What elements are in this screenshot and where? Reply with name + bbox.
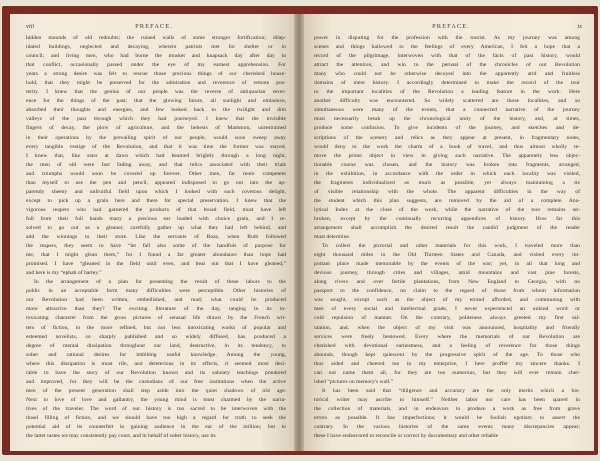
text-line: tinsel filling of fiction, and we should have too high a regard for truth to seek the (26, 414, 286, 421)
text-line: produce some confusion. To give incidents of the journey, and sketches and de- (314, 125, 580, 132)
text-line: ished “pictures on memory's wall.” (314, 378, 394, 385)
left-page (10, 14, 294, 451)
text-line: parently sheeny and unfruitful field upon which I looked with such covetous delight, (26, 188, 286, 195)
text-line: many who could not be otherwise decoyed into the apparently arid and fruitless (314, 71, 580, 78)
text-line: thus aided and cheered me in my enterprise, I here proffer my sincere thanks. I (314, 360, 580, 367)
text-line: To collect the pictorial and other materials for this work, I traveled more than (322, 243, 580, 250)
text-line: our Revolution had been written, embellished, and read; what could be produced (26, 297, 286, 304)
left-running-title: PREFACE. (135, 23, 173, 30)
text-line: services were freely bestowed. Every where the memorials of our Revolution are (314, 333, 580, 340)
text-line: devious journey, through cities and villages, amid mountains and vast pine forests, (314, 270, 580, 277)
text-line: Next to love of love and gallantry, the young mind is most charmed by the narra- (26, 396, 286, 403)
text-line: must determine. (314, 234, 351, 241)
text-line: the student which this plan suggests, are removed by the aid of a complete Ana- (314, 197, 580, 204)
text-line: lytical Index at the close of the work, while the narrative of the tour remains un- (314, 206, 580, 213)
text-line: add the winnings to their store. Like the servants of Boaz, when Ruth followed (26, 234, 286, 241)
left-running-head (26, 23, 282, 33)
text-line: cherished with devotional earnestness, and a feeling of reverence for those things (314, 342, 580, 349)
text-line: public in an acceptable form many difficulties were perceptible. Other histories of (26, 288, 286, 295)
text-line: portant place made memorable by the events of the war; yet, in all that long and (314, 261, 580, 268)
text-line: arrangement shall accomplish the desired result the candid judgment of the reader (314, 224, 580, 231)
text-line: these I have endeavored to reconcile or correct by documentary and other reliable (314, 433, 499, 440)
text-line: solved to go out as a gleaner, carefully gather up what they had left behind, and (26, 224, 286, 231)
text-line: terity. I knew that the genius of our people was the reverse of antiquarian rever- (26, 89, 286, 96)
text-line: cold repulsion of manner. On the contrary, politeness always greeted my first sal- (314, 315, 580, 322)
text-line: than myself to use the pen and pencil, appeared indisposed to go out into the ap- (26, 179, 286, 186)
text-line: the collection of materials, and in endeavors to produce a work as free from grave (314, 405, 580, 412)
text-line: ence for the things of the past; that the glowing future, all sunlight and eminence, (26, 98, 286, 105)
text-line: I knew that, like stars at dawn which had beamed brightly through a long night, (26, 152, 286, 159)
text-line: scriptions of the scenery and relics as they appear at present, in fragmentary notes, (314, 134, 580, 141)
text-line: degree of mental dissipation throughout our land, destructive, in its tendency, to (26, 342, 286, 349)
text-line: torical writer may ascribe to himself.” Neither labor nor care has been spared in (314, 396, 580, 403)
text-line: hidden mounds of old redoubts; the ruined walls of some stronger fortification; dilap- (26, 35, 286, 41)
book-cover (2, 6, 598, 455)
right-page-body (314, 34, 580, 441)
text-line: passport to the confidence, no claim to the regard of those from whom information (314, 288, 580, 295)
text-line: men of the present generation shall step aside into the quiet shadows of old age. (26, 387, 286, 394)
text-line: the reapers, they seem to have “let fall also some of the handfuls of purpose for (26, 243, 286, 250)
text-line: idated buildings, neglected and decaying, wherein patriots met for shelter or in (26, 44, 286, 51)
text-line: It has been said that “diligence and accuracy are the only merits which a his- (322, 387, 580, 394)
text-line: fingers of decay, the plow of agriculture, and the behests of Mammon, unrestrained (26, 125, 286, 132)
text-line: where this dissipation is most rife, and deleterious in its effects, it seemed most desi- (26, 360, 286, 367)
right-page-number: ix (577, 23, 582, 30)
text-line: tives of the traveler. The word of our history is too sacred to be interwoven with the (26, 405, 286, 412)
text-line: vigorous reapers who had garnered the products of that broad field, must have left (26, 206, 286, 213)
text-line: and improved, for they will be the custodians of our free institutions when the active (26, 378, 286, 385)
text-line: council; and living men, who had borne the musket and knapsack day after day in (26, 53, 286, 60)
text-line: contrary. In the various histories of the same events many discrepancies appear; (314, 424, 580, 431)
text-line: utation, and, when the object of my visit was announced, hospitality and friendly (314, 324, 580, 331)
text-line: rable to have the story of our Revolution known and its salutary teachings pondered (26, 369, 286, 376)
text-line: esteemed novelists, so sharply published and so widely diffused, has produced a (26, 333, 286, 340)
text-line: errors as possible. It has imperfections; it would be foolish egotism to assert the (314, 414, 580, 421)
text-line: potential aid of its counterfeit in gaining audience in the ear of the million; but to (26, 424, 286, 431)
text-line: simultaneous were many of the events, that a connected narrative of the journey (314, 107, 580, 114)
text-line: broken, except by the continually recurring appendices of history. How far this (314, 215, 580, 222)
text-line: eight thousand miles in the Old Thirteen States and Canada, and visited every im- (314, 252, 580, 259)
text-line: abounds, though kept quiescent by the progressive spirit of the age. To those who (314, 351, 580, 358)
right-running-title: PREFACE. (432, 23, 470, 30)
text-line: years a strong desire was felt to rescue those precious things of our cherished house- (26, 71, 286, 78)
text-line: full from their full hands many a precious ear loaded with choice grain, and I re- (26, 215, 286, 222)
text-line: of visible relationship with the whole. The apparent difficulties in the way of (314, 188, 580, 195)
text-line: me, that I might glean them,” for I found a far greater abundance than hope had (26, 252, 286, 259)
text-line: power in disputing for the profession with the tourist. As my journey was among (314, 35, 580, 41)
text-line: along rivers and over fertile plantations, from New England to Georgia, with no (314, 279, 580, 286)
text-line: promised. I have “gleaned in the field until even, and beat out that I have gleaned,” (26, 261, 286, 268)
text-line: hold, that they might be preserved for the admiration and reverence of remote pos- (26, 80, 286, 87)
text-line: scenes and things hallowed to the feelings of every American, I felt a hope that a (314, 44, 580, 51)
text-line: the latter tastes we may consistently pay court, and in behalf of sober history, use its (26, 433, 216, 440)
right-page (304, 14, 594, 451)
text-line: that conflict, occasionally passed under the eye of my earnest apprehension. For (26, 62, 286, 69)
text-line: in their operations by the prevailing spirit of our people, would soon sweep away (26, 134, 286, 141)
text-line: ters of fiction, to the more refined, but not less intoxicating works of popular and (26, 324, 286, 331)
text-line: move the prime object in view in giving such narrative. The apparently less objec- (314, 152, 580, 159)
text-line: must necessarily break up the chronological unity of the history, and, at times, (314, 116, 580, 123)
text-line: the fragments individualized as much as possible, yet always maintaining a tie (314, 179, 580, 186)
text-line: and here is my “ephah of barley.” (26, 270, 102, 277)
book-gutter (294, 14, 304, 451)
text-line: more attractive than they? The exciting literature of the day, ranging in its in- (26, 306, 286, 313)
left-page-number: viii (26, 23, 35, 30)
right-running-head (320, 23, 582, 33)
text-line: in the exhibition, in accordance with the order in which each locality was visited, (314, 170, 580, 177)
text-line: absorbed their thoughts and energies, and few looked back to the twilight and dim (26, 107, 286, 114)
text-line: tionable course was chosen, and the history was broken into fragments, arranged, (314, 161, 580, 168)
text-line: sober and rational desires for imbibing useful knowledge. Among the young, (26, 351, 286, 358)
text-line: men of every social and intellectual grade, I never experienced an unkind word or (314, 306, 580, 313)
text-line: record of the pilgrimage, interwoven with that of the facts of past history, would (314, 53, 580, 60)
text-line: every tangible vestige of the Revolution, and that it was time the former was stayed. (26, 143, 286, 150)
text-line: another difficulty was encountered. So widely scattered are those localities, and so (314, 98, 580, 105)
text-line: can not name them all, for they are too numerous, but they will ever remain cher- (314, 369, 580, 376)
text-line: domains of mere history. I accordingly determined to make the record of the tour (314, 80, 580, 87)
left-page-body (26, 34, 286, 441)
text-line: In the arrangement of a plan for presenting the result of these labors to the (34, 279, 286, 286)
text-line: the men of old were fast fading away, and that relics associated with their trials (26, 161, 286, 168)
text-line: and triumphs would soon be covered up forever. Other men, far more competent (26, 170, 286, 177)
text-line: would deny to the work the charm of a book of travel, and thus almost wholly re- (314, 143, 580, 150)
text-line: except to pick up a grain here and there for special preservation. I knew that the (26, 197, 286, 204)
text-line: was sought, except such as the object of my errand afforded, and communing with (314, 297, 580, 304)
text-line: to the important localities of the Revolution a leading feature in the work. Here (314, 89, 580, 96)
text-line: valleys of the past through which they had journeyed. I knew that the invisible (26, 116, 286, 123)
text-line: attract the attention, and win to the perusal of the chronicles of our Revolution (314, 62, 580, 69)
text-line: toxicating character from the gross pictures of sensual life drawn by the French wri- (26, 315, 286, 322)
